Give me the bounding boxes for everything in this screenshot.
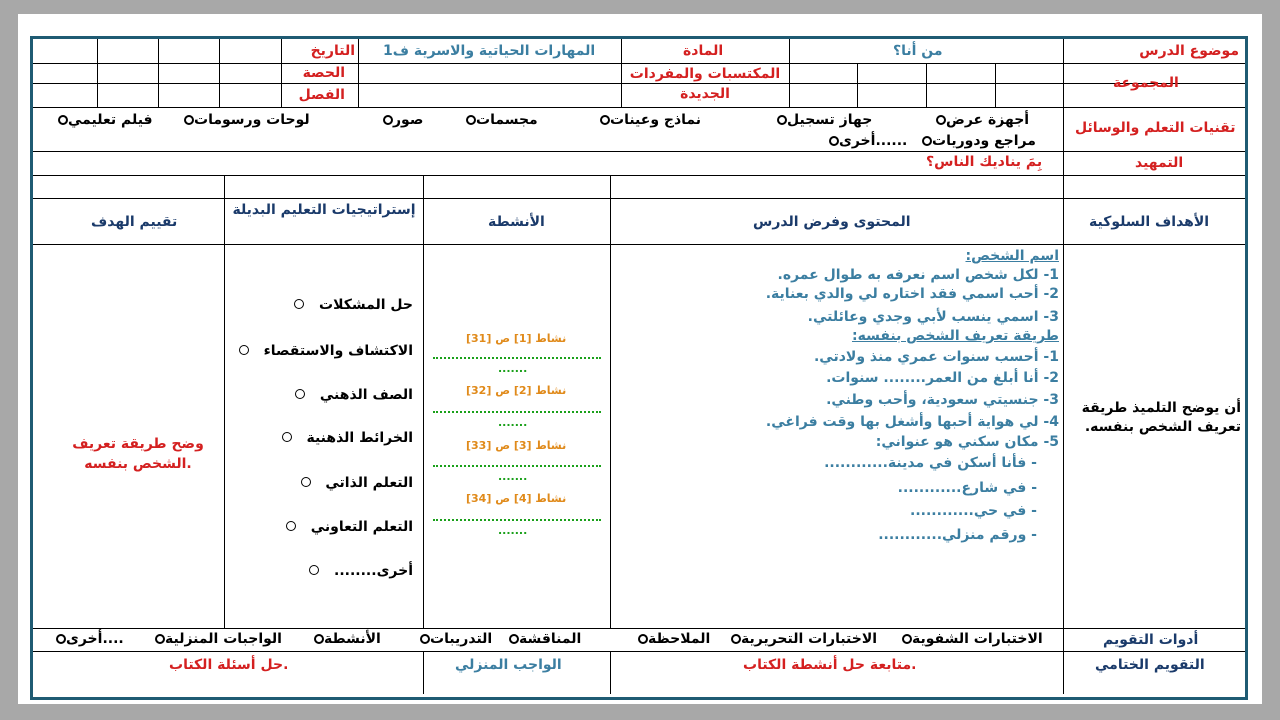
assess-activities[interactable]: الأنشطة [313, 630, 381, 648]
subject-label: المادة [683, 43, 724, 59]
assess-observation[interactable]: الملاحظة [637, 630, 710, 648]
content-point: 2- أنا أبلغ من العمر........ سنوات. [826, 370, 1059, 386]
homework-value: حل أسئلة الكتاب. [169, 657, 289, 673]
activity-dots: ....... [498, 524, 528, 537]
tool-film[interactable]: فيلم تعليمي [57, 111, 153, 129]
lesson-topic-label: موضوع الدرس [1139, 43, 1239, 59]
content-subpoint: - ورقم منزلي............ [878, 527, 1037, 543]
group-label: المجموعة [1113, 75, 1179, 91]
strategy-item: حل المشكلات [229, 296, 413, 314]
checkbox-circle-icon [58, 115, 68, 125]
content-point: 4- لي هواية أحبها وأشغل بها وقت فراغي. [765, 414, 1059, 430]
checkbox-circle-icon [314, 634, 324, 644]
tool-boards[interactable]: لوحات ورسومات [183, 111, 310, 129]
final-label: التقويم الختامي [1095, 657, 1205, 673]
date-label: التاريخ [310, 43, 355, 59]
acquisitions-label: المكتسبات والمفردات الجديدة [629, 66, 781, 102]
objective-text: أن يوضح التلميذ طريقة تعريف الشخص بنفسه. [1081, 400, 1241, 435]
activity-dots: ....... [498, 362, 528, 375]
tool-pictures[interactable]: صور [382, 111, 423, 129]
activity-dotted-line [433, 411, 601, 413]
activity-dots: ....... [498, 470, 528, 483]
assessment-label: أدوات التقويم [1103, 632, 1199, 648]
tool-mockups[interactable]: مجسمات [465, 111, 538, 129]
lesson-plan-table [30, 36, 1248, 700]
checkbox-circle-icon [383, 115, 393, 125]
checkbox-circle-icon [509, 634, 519, 644]
lesson-plan-sheet [18, 14, 1262, 704]
strategy-item: الصف الذهني [229, 386, 413, 404]
col-content-header: المحتوى وفرض الدرس [753, 214, 911, 230]
evaluation-text: وضح طريقة تعريف الشخص بنفسه. [72, 436, 204, 472]
checkbox-circle-icon [777, 115, 787, 125]
content-heading-intro: طريقة تعريف الشخص بنفسه: [851, 328, 1059, 344]
activity-dots: ....... [498, 416, 528, 429]
checkbox-circle-icon [155, 634, 165, 644]
col-objectives-header: الأهداف السلوكية [1089, 214, 1210, 230]
checkbox-circle-icon [56, 634, 66, 644]
bullet-circle-icon [301, 477, 311, 487]
bullet-circle-icon [239, 345, 249, 355]
content-heading-name: اسم الشخص: [965, 248, 1059, 264]
assess-written[interactable]: الاختبارات التحريرية [730, 630, 877, 648]
bullet-circle-icon [282, 432, 292, 442]
assess-oral[interactable]: الاختبارات الشفوية [901, 630, 1043, 648]
checkbox-circle-icon [466, 115, 476, 125]
bullet-circle-icon [286, 521, 296, 531]
content-point: 2- أحب اسمي فقد اختاره لي والدي بعناية. [765, 286, 1059, 302]
content-point: 3- جنسيتي سعودية، وأحب وطني. [826, 392, 1059, 408]
strategy-item: التعلم التعاوني [229, 518, 413, 536]
activity-3: نشاط [3] ص [33] [466, 439, 567, 452]
tool-models[interactable]: نماذج وعينات [599, 111, 701, 129]
tool-projectors[interactable]: أجهزة عرض [935, 111, 1029, 129]
col-activities-header: الأنشطة [488, 214, 545, 230]
content-point: 3- اسمي ينسب لأبي وجدي وعائلتي. [807, 309, 1059, 325]
checkbox-circle-icon [420, 634, 430, 644]
class-label: الفصل [298, 87, 345, 103]
strategy-item: التعلم الذاتي [229, 474, 413, 492]
content-subpoint: - في شارع............ [897, 480, 1037, 496]
content-subpoint: - فأنا أسكن في مدينة............ [824, 455, 1037, 471]
checkbox-circle-icon [184, 115, 194, 125]
homework-label: الواجب المنزلي [455, 657, 562, 673]
checkbox-circle-icon [902, 634, 912, 644]
checkbox-circle-icon [638, 634, 648, 644]
tool-recorder[interactable]: جهاز تسجيل [776, 111, 872, 129]
activity-dotted-line [433, 465, 601, 467]
col-evaluation-header: تقييم الهدف [91, 214, 178, 230]
checkbox-circle-icon [922, 136, 932, 146]
checkbox-circle-icon [731, 634, 741, 644]
intro-label: التمهيد [1135, 155, 1184, 171]
activity-dotted-line [433, 357, 601, 359]
activity-dotted-line [433, 519, 601, 521]
activity-2: نشاط [2] ص [32] [466, 384, 567, 397]
strategy-item: الاكتشاف والاستقصاء [229, 342, 413, 360]
content-subpoint: - في حي............ [910, 503, 1037, 519]
checkbox-circle-icon [829, 136, 839, 146]
checkbox-circle-icon [936, 115, 946, 125]
col-strategies-header: إستراتيجيات التعليم البديلة [232, 202, 416, 218]
assess-exercises[interactable]: التدريبات [419, 630, 492, 648]
content-point: 1- أحسب سنوات عمري منذ ولادتي. [813, 349, 1059, 365]
tool-other[interactable]: أخرى...... [828, 132, 907, 150]
assess-homework[interactable]: الواجبات المنزلية [154, 630, 282, 648]
period-label: الحصة [302, 65, 345, 81]
tool-references[interactable]: مراجع ودوريات [921, 132, 1036, 150]
bullet-circle-icon [294, 299, 304, 309]
assess-discussion[interactable]: المناقشة [508, 630, 581, 648]
strategy-item: أخرى........ [229, 562, 413, 580]
intro-value: بِمَ يناديك الناس؟ [926, 154, 1043, 170]
strategy-item: الخرائط الذهنية [229, 429, 413, 447]
tools-label: تقنيات التعلم والوسائل [1075, 120, 1236, 136]
subject-value: المهارات الحياتية والاسرية ف1 [383, 43, 596, 59]
assess-other[interactable]: أخرى.... [55, 630, 124, 648]
bullet-circle-icon [295, 389, 305, 399]
activity-1: نشاط [1] ص [31] [466, 332, 567, 345]
lesson-topic-value: من أنا؟ [893, 43, 943, 59]
content-point: 5- مكان سكني هو عنواني: [875, 434, 1059, 450]
checkbox-circle-icon [600, 115, 610, 125]
content-point: 1- لكل شخص اسم نعرفه به طوال عمره. [777, 267, 1059, 283]
final-content: متابعة حل أنشطة الكتاب. [743, 657, 917, 673]
bullet-circle-icon [309, 565, 319, 575]
activity-4: نشاط [4] ص [34] [466, 492, 567, 505]
